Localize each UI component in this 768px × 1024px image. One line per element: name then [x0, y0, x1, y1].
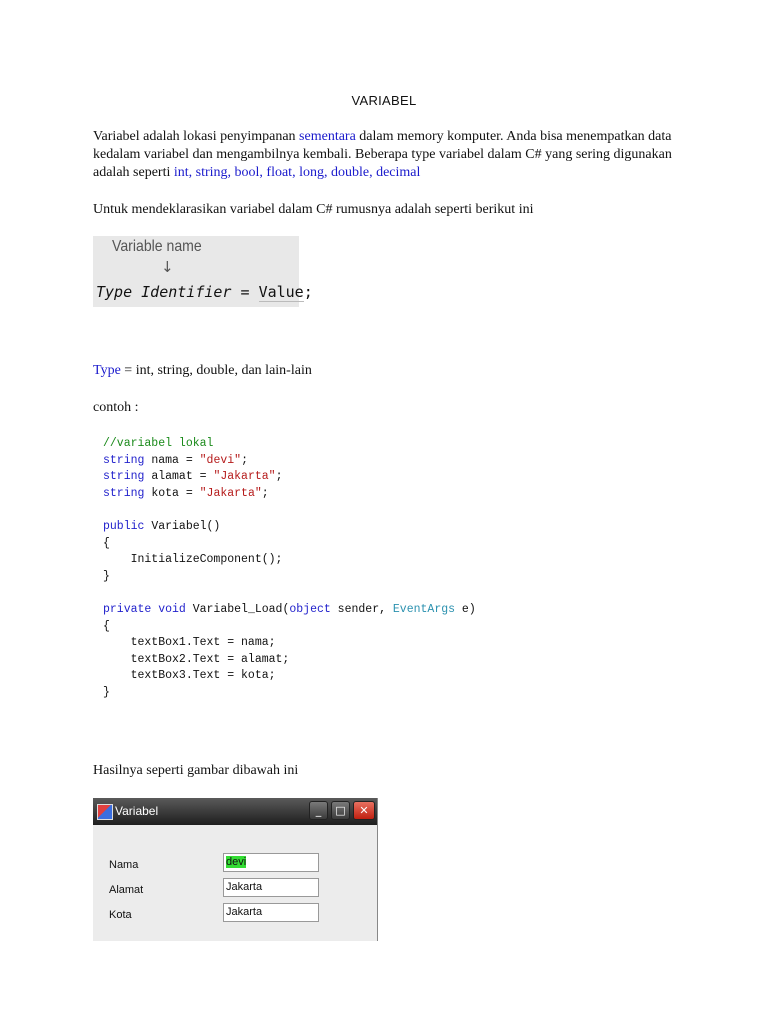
code-line: string alamat = "Jakarta";	[103, 470, 283, 484]
nama-textbox[interactable]	[223, 853, 319, 872]
code-line: textBox3.Text = kota;	[103, 669, 276, 683]
formula-line	[96, 283, 313, 301]
code-line: string kota = "Jakarta";	[103, 486, 269, 500]
intro-highlight: sementara	[299, 129, 356, 144]
kota-value: Jakarta	[226, 906, 263, 918]
window-title: Variabel	[115, 804, 159, 818]
formula-type: Type	[96, 283, 133, 301]
app-icon	[97, 804, 113, 820]
window-titlebar[interactable]	[93, 798, 377, 825]
variable-name-label: Variable name	[112, 238, 202, 255]
type-paragraph	[93, 362, 693, 380]
alamat-value: Jakarta	[226, 881, 263, 893]
nama-label: Nama	[109, 859, 139, 871]
code-brace: }	[103, 569, 110, 583]
intro-paragraph	[93, 128, 693, 182]
formula-image	[93, 236, 313, 307]
maximize-button[interactable]: □	[331, 801, 350, 820]
code-ctor-line: public Variabel()	[103, 519, 221, 533]
code-line: string nama = "devi";	[103, 453, 248, 467]
code-comment: //variabel lokal	[103, 437, 214, 450]
intro-text-1: Variabel adalah lokasi penyimpanan	[93, 129, 300, 144]
alamat-textbox[interactable]	[223, 878, 319, 897]
code-brace: }	[103, 685, 110, 699]
intro-types: int, string, bool, float, long, double, decimal	[173, 165, 421, 180]
kota-label: Kota	[109, 909, 132, 921]
intro-text-2: dalam memory komputer. Anda bisa menempatkan data kedalam variabel dan mengambilnya kembali. Beberapa type variabel dalam C# yang sering digunakan adalah seperti	[93, 129, 672, 180]
code-line: textBox1.Text = nama;	[103, 636, 276, 650]
code-brace: {	[103, 619, 110, 633]
code-block	[103, 436, 476, 702]
page-title: VARIABEL	[351, 93, 417, 108]
code-brace: {	[103, 536, 110, 550]
alamat-label: Alamat	[109, 884, 144, 896]
app-window	[93, 798, 378, 941]
minimize-button[interactable]: _	[309, 801, 328, 820]
type-rest: = int, string, double, dan lain-lain	[120, 363, 312, 378]
type-keyword: Type	[93, 363, 121, 378]
nama-value: devi	[226, 856, 247, 868]
code-line: textBox2.Text = alamat;	[103, 652, 290, 666]
code-line: InitializeComponent();	[103, 553, 283, 567]
formula-value: Value	[258, 283, 304, 301]
formula-semicolon: ;	[303, 283, 313, 301]
declaration-paragraph: Untuk mendeklarasikan variabel dalam C# rumusnya adalah seperti berikut ini	[93, 202, 534, 217]
formula-identifier: Identifier	[141, 283, 232, 301]
code-load-line: private void Variabel_Load(object sender, EventArgs e)	[103, 602, 476, 616]
result-paragraph: Hasilnya seperti gambar dibawah ini	[93, 763, 299, 778]
down-arrow-icon: ↓	[161, 258, 174, 276]
example-label: contoh :	[93, 400, 139, 415]
close-button[interactable]: ✕	[353, 801, 375, 820]
formula-equals: =	[231, 283, 259, 301]
kota-textbox[interactable]	[223, 903, 319, 922]
